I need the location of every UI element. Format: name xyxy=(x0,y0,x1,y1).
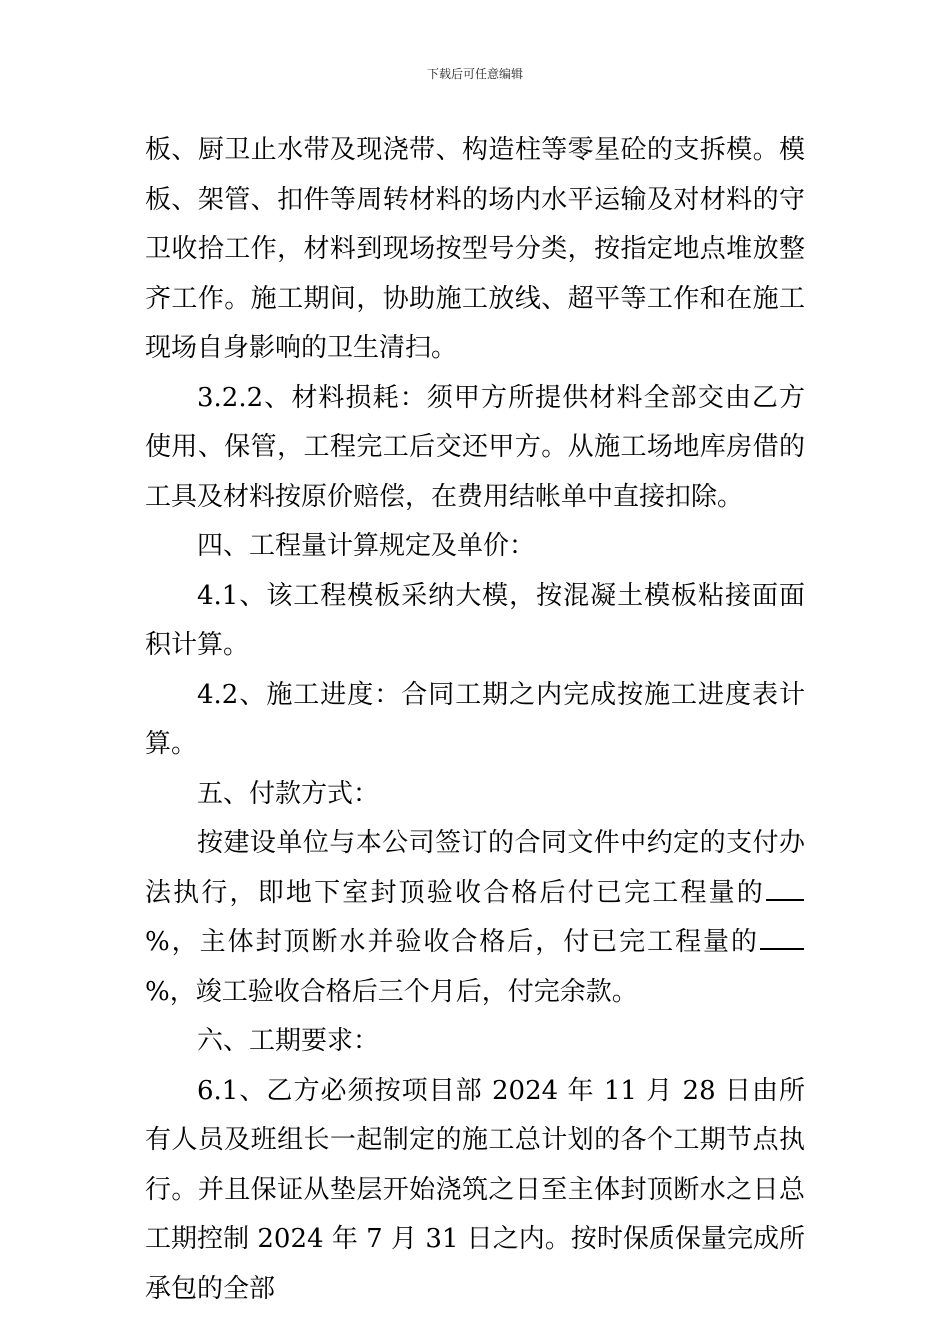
section-heading-payment: 五、付款方式： xyxy=(197,778,380,809)
blank-underline-1 xyxy=(766,879,804,901)
paragraph-progress: 4.2、施工进度：合同工期之内完成按施工进度表计算。 xyxy=(145,679,805,759)
section-heading-quantity: 四、工程量计算规定及单价： xyxy=(197,531,536,561)
paragraph-payment-terms xyxy=(145,819,805,1017)
paragraph-scope-of-work: 板、厨卫止水带及现浇带、构造柱等零星砼的支拆模。模板、架管、扣件等周转材料的场内水平运输及对材料的守卫收拾工作，材料到现场按型号分类，按指定地点堆放整齐工作。施工期间，协助施工放线、超平等工作和在施工现场自身影响的卫生清扫。 xyxy=(145,135,805,363)
section-heading-schedule: 六、工期要求： xyxy=(197,1026,380,1056)
document-body xyxy=(145,126,805,1314)
paragraph-schedule-requirements: 6.1、乙方必须按项目部 2024 年 11 月 28 日由所有人员及班组长一起制定的施工总计划的各个工期节点执行。并且保证从垫层开始浇筑之日至主体封顶断水之日总工期控制 2024 年 7 月 31 日之内。按时保质保量完成所承包的全部 xyxy=(145,1075,805,1304)
payment-text-2: %，主体封顶断水并验收合格后，付已完工程量的 xyxy=(145,927,759,957)
page-header: 下载后可任意编辑 xyxy=(426,67,523,81)
blank-underline-2 xyxy=(760,928,804,950)
payment-text-1: 按建设单位与本公司签订的合同文件中约定的支付办法执行，即地下室封顶验收合格后付已完工程量的 xyxy=(145,828,805,908)
paragraph-formwork-calculation: 4.1、该工程模板采纳大模，按混凝土模板粘接面面积计算。 xyxy=(145,580,805,660)
paragraph-material-loss: 3.2.2、材料损耗：须甲方所提供材料全部交由乙方使用、保管，工程完工后交还甲方。从施工场地库房借的工具及材料按原价赔偿，在费用结帐单中直接扣除。 xyxy=(145,382,805,512)
payment-text-3: %，竣工验收合格后三个月后，付完余款。 xyxy=(145,976,638,1007)
